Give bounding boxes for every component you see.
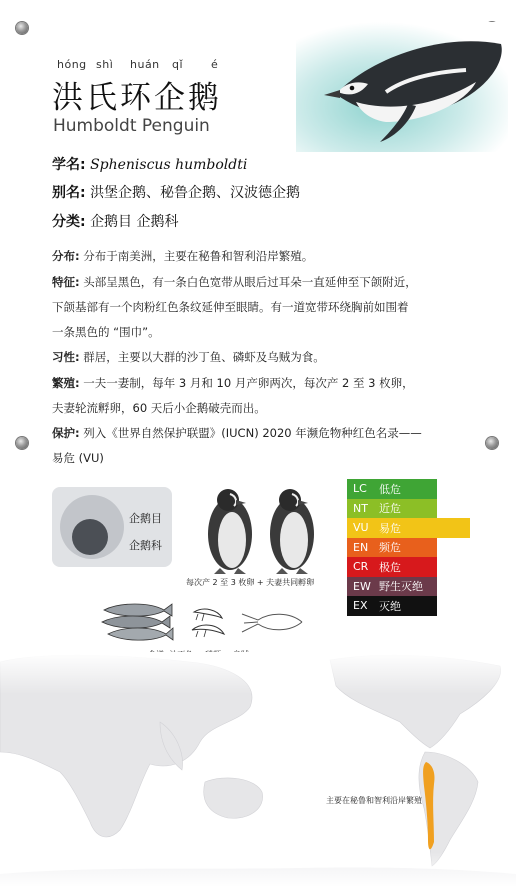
taxonomy-diagram bbox=[52, 487, 172, 567]
screw-icon bbox=[486, 437, 498, 449]
iucn-name: 易危 bbox=[379, 521, 401, 535]
classification-label: 分类: bbox=[52, 214, 86, 230]
iucn-code: VU bbox=[353, 521, 369, 535]
iucn-row-lc bbox=[347, 479, 437, 499]
fish-icon bbox=[100, 598, 175, 644]
breeding-text-1: 一夫一妻制，每年 3 月和 10 月产卵两次，每次产 2 至 3 枚卵， bbox=[83, 376, 414, 390]
iucn-row-en bbox=[347, 538, 437, 558]
taxonomy-order-label: 企鹅目 bbox=[129, 512, 162, 525]
classification-line bbox=[52, 211, 179, 231]
aliases-line bbox=[52, 182, 300, 202]
breeding-label: 繁殖: bbox=[52, 376, 80, 390]
pinyin-3: huán bbox=[130, 58, 160, 71]
squid-icon bbox=[240, 606, 304, 640]
iucn-name: 近危 bbox=[379, 502, 401, 516]
map-range-label: 主要在秘鲁和智利沿岸繁殖 bbox=[326, 796, 422, 805]
iucn-name: 极危 bbox=[379, 560, 401, 574]
habits-label: 习性: bbox=[52, 350, 80, 364]
habits-paragraph bbox=[52, 345, 470, 370]
krill-icon bbox=[188, 604, 230, 642]
features-text-1: 头部呈黑色，有一条白色宽带从眼后过耳朵一直延伸至下颌附近， bbox=[83, 275, 417, 289]
iucn-row-vu bbox=[347, 518, 470, 538]
iucn-name: 低危 bbox=[379, 482, 401, 496]
iucn-name: 频危 bbox=[379, 541, 401, 555]
iucn-scale bbox=[347, 479, 437, 616]
distribution-label: 分布: bbox=[52, 249, 80, 263]
title-chinese: 洪氏环企鹅 bbox=[52, 80, 222, 116]
iucn-row-ex bbox=[347, 596, 437, 616]
iucn-code: CR bbox=[353, 560, 369, 574]
classification-value: 企鹅目 企鹅科 bbox=[90, 214, 179, 230]
iucn-row-nt bbox=[347, 499, 437, 519]
habits-text: 群居，主要以大群的沙丁鱼、磷虾及乌贼为食。 bbox=[83, 350, 325, 364]
pinyin-2: shì bbox=[96, 58, 114, 71]
protection-label: 保护: bbox=[52, 426, 80, 440]
pinyin-4: qǐ bbox=[172, 58, 184, 71]
iucn-name: 灭绝 bbox=[379, 599, 401, 613]
features-paragraph bbox=[52, 270, 470, 345]
distribution-text: 分布于南美洲，主要在秘鲁和智利沿岸繁殖。 bbox=[83, 249, 314, 263]
iucn-code: EW bbox=[353, 579, 371, 593]
breeding-text-2: 夫妻轮流孵卵，60 天后小企鹅破壳而出。 bbox=[52, 401, 266, 415]
protection-paragraph bbox=[52, 421, 470, 471]
breeding-paragraph bbox=[52, 371, 470, 421]
aliases-label: 别名: bbox=[52, 185, 86, 201]
swimming-penguin-illustration bbox=[296, 22, 508, 152]
protection-text-1: 列入《世界自然保护联盟》(IUCN) 2020 年濒危物种红色名录—— bbox=[83, 426, 422, 440]
taxonomy-circles bbox=[52, 487, 172, 567]
iucn-code: NT bbox=[353, 501, 368, 515]
pinyin-5: é bbox=[211, 58, 219, 71]
features-text-2: 下颌基部有一个肉粉红色条纹延伸至眼睛。有一道宽带环绕胸前如围着 bbox=[52, 300, 409, 314]
iucn-name: 野生灭绝 bbox=[379, 580, 423, 594]
world-map bbox=[0, 652, 516, 887]
iucn-code: EN bbox=[353, 540, 369, 554]
scientific-name-value: Spheniscus humboldti bbox=[90, 157, 248, 173]
title-english: Humboldt Penguin bbox=[53, 116, 210, 136]
aliases-value: 洪堡企鹅、秘鲁企鹅、汉波德企鹅 bbox=[90, 185, 301, 201]
features-text-3: 一条黑色的 “围巾”。 bbox=[52, 325, 160, 339]
screw-icon bbox=[16, 437, 28, 449]
penguin-illustration bbox=[262, 484, 322, 576]
taxonomy-family-label: 企鹅科 bbox=[129, 539, 162, 552]
breeding-caption: 每次产 2 至 3 枚卵 + 夫妻共同孵卵 bbox=[186, 578, 315, 587]
protection-text-2: 易危 (VU) bbox=[52, 451, 104, 465]
iucn-row-cr bbox=[347, 557, 437, 577]
features-label: 特征: bbox=[52, 275, 80, 289]
scientific-name-label: 学名: bbox=[52, 157, 86, 173]
scientific-name-line bbox=[52, 154, 247, 174]
distribution-paragraph bbox=[52, 244, 470, 269]
iucn-row-ew bbox=[347, 577, 437, 597]
screw-icon bbox=[16, 22, 28, 34]
iucn-code: LC bbox=[353, 482, 367, 496]
penguin-illustration bbox=[200, 484, 260, 576]
pinyin-1: hóng bbox=[57, 58, 87, 71]
iucn-code: EX bbox=[353, 599, 368, 613]
